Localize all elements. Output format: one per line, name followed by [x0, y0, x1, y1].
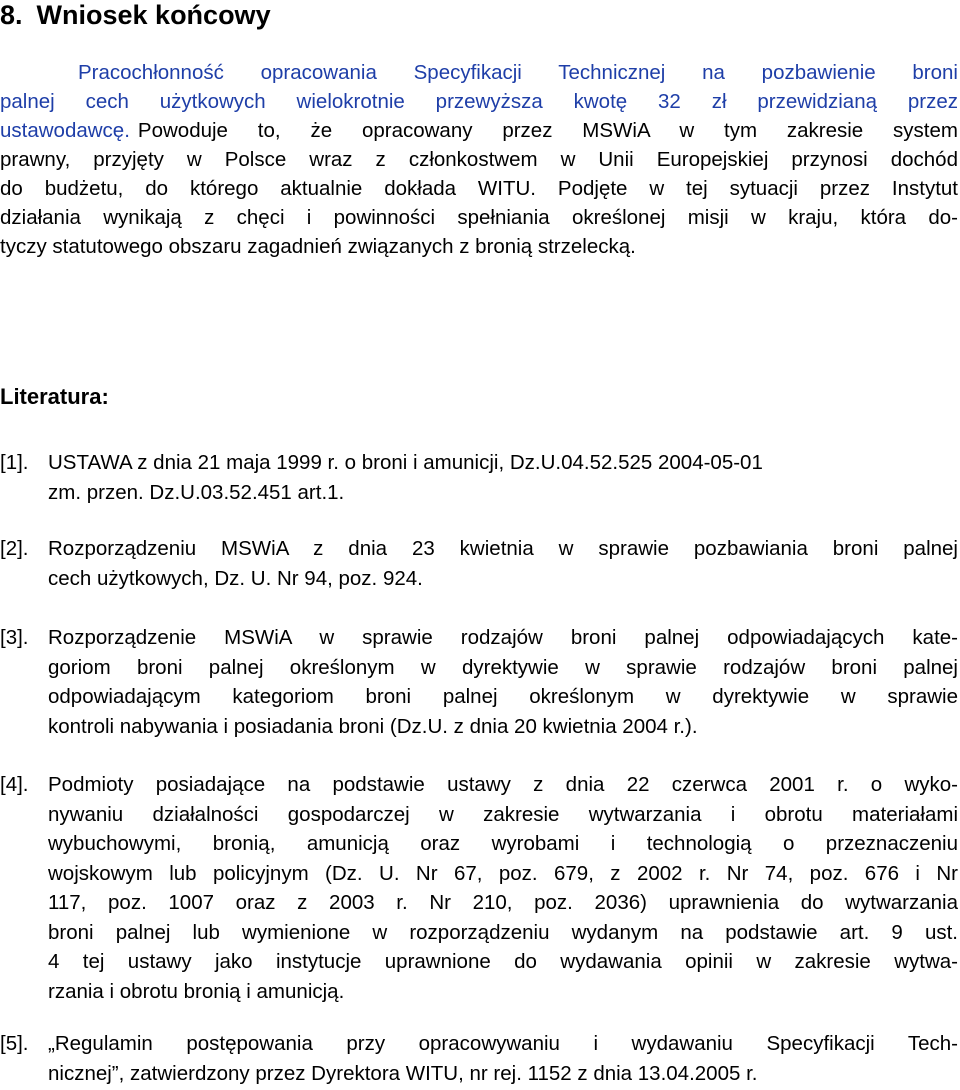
- reference-item: [0, 534, 958, 593]
- paragraph-line: palnej cech użytkowych wielokrotnie przewyższa kwotę 32 zł przewidzianą przez: [0, 90, 958, 113]
- reference-line: wybuchowymi, bronią, amunicją oraz wyrobami i technologią o przeznaczeniu: [48, 832, 958, 855]
- reference-item: [0, 770, 958, 1006]
- conclusion-paragraph: [0, 58, 958, 261]
- reference-line: broni palnej lub wymienione w rozporządzeniu wydanym na podstawie art. 9 ust.: [48, 920, 958, 944]
- reference-number: [5].: [0, 1032, 29, 1055]
- reference-item: [0, 448, 958, 507]
- reference-line: kontroli nabywania i posiadania broni (Dz.U. z dnia 20 kwietnia 2004 r.).: [48, 714, 698, 738]
- reference-line: zm. przen. Dz.U.03.52.451 art.1.: [48, 480, 345, 504]
- paragraph-line-rest: Powoduje to, że opracowany przez MSWiA w tym zakresie system: [137, 119, 958, 142]
- reference-text: USTAWA z dnia 21 maja 1999 r. o broni i amunicji, Dz.U.04.52.525 2004-05-01: [48, 451, 763, 474]
- paragraph-line: [0, 116, 958, 145]
- reference-number: [4].: [0, 773, 29, 796]
- paragraph-line: do budżetu, do którego aktualnie dokłada WITU. Podjęte w tej sytuacji przez Instytut: [0, 177, 958, 200]
- paragraph-line: Pracochłonność opracowania Specyfikacji Technicznej na pozbawienie broni: [78, 61, 958, 84]
- section-title: Wniosek końcowy: [36, 0, 271, 30]
- reference-line: wojskowym lub policyjnym (Dz. U. Nr 67, poz. 679, z 2002 r. Nr 74, poz. 676 i Nr: [48, 861, 958, 885]
- paragraph-line-prefix: ustawodawcę.: [0, 119, 130, 142]
- reference-line: cech użytkowych, Dz. U. Nr 94, poz. 924.: [48, 566, 423, 590]
- reference-line: [0, 1029, 958, 1059]
- reference-line: odpowiadającym kategoriom broni palnej określonym w dyrektywie w sprawie: [48, 685, 958, 708]
- reference-line: [0, 623, 958, 653]
- reference-line: 117, poz. 1007 oraz z 2003 r. Nr 210, poz. 2036) uprawnienia do wytwarzania: [48, 891, 958, 914]
- reference-item: [0, 623, 958, 741]
- reference-line: nywaniu działalności gospodarczej w zakresie wytwarzania i obrotu materiałami: [48, 802, 958, 826]
- paragraph-line: prawny, przyjęty w Polsce wraz z członkostwem w Unii Europejskiej przynosi dochód: [0, 148, 958, 171]
- literature-title: Literatura:: [0, 384, 109, 409]
- reference-item: [0, 1029, 958, 1088]
- section-heading: [0, 0, 271, 30]
- reference-number: [2].: [0, 537, 29, 560]
- reference-line: rzania i obrotu bronią i amunicją.: [48, 979, 345, 1003]
- section-number: 8.: [0, 0, 23, 30]
- reference-line: [0, 448, 958, 478]
- reference-text: Rozporządzenie MSWiA w sprawie rodzajów broni palnej odpowiadających kate-: [48, 626, 958, 649]
- reference-line: [0, 770, 958, 800]
- paragraph-line: działania wynikają z chęci i powinności spełniania określonej misji w kraju, która do-: [0, 206, 958, 229]
- reference-text: Rozporządzeniu MSWiA z dnia 23 kwietnia w sprawie pozbawiania broni palnej: [48, 537, 958, 560]
- paragraph-line: tyczy statutowego obszaru zagadnień związanych z bronią strzelecką.: [0, 235, 636, 258]
- reference-line: [0, 534, 958, 564]
- reference-text: Podmioty posiadające na podstawie ustawy z dnia 22 czerwca 2001 r. o wyko-: [48, 773, 958, 796]
- reference-text: „Regulamin postępowania przy opracowywaniu i wydawaniu Specyfikacji Tech-: [48, 1032, 958, 1055]
- reference-line: 4 tej ustawy jako instytucje uprawnione do wydawania opinii w zakresie wytwa-: [48, 950, 958, 973]
- reference-line: goriom broni palnej określonym w dyrektywie w sprawie rodzajów broni palnej: [48, 655, 958, 679]
- reference-number: [1].: [0, 451, 29, 474]
- reference-line: nicznej”, zatwierdzony przez Dyrektora WITU, nr rej. 1152 z dnia 13.04.2005 r.: [48, 1061, 758, 1085]
- reference-number: [3].: [0, 626, 29, 649]
